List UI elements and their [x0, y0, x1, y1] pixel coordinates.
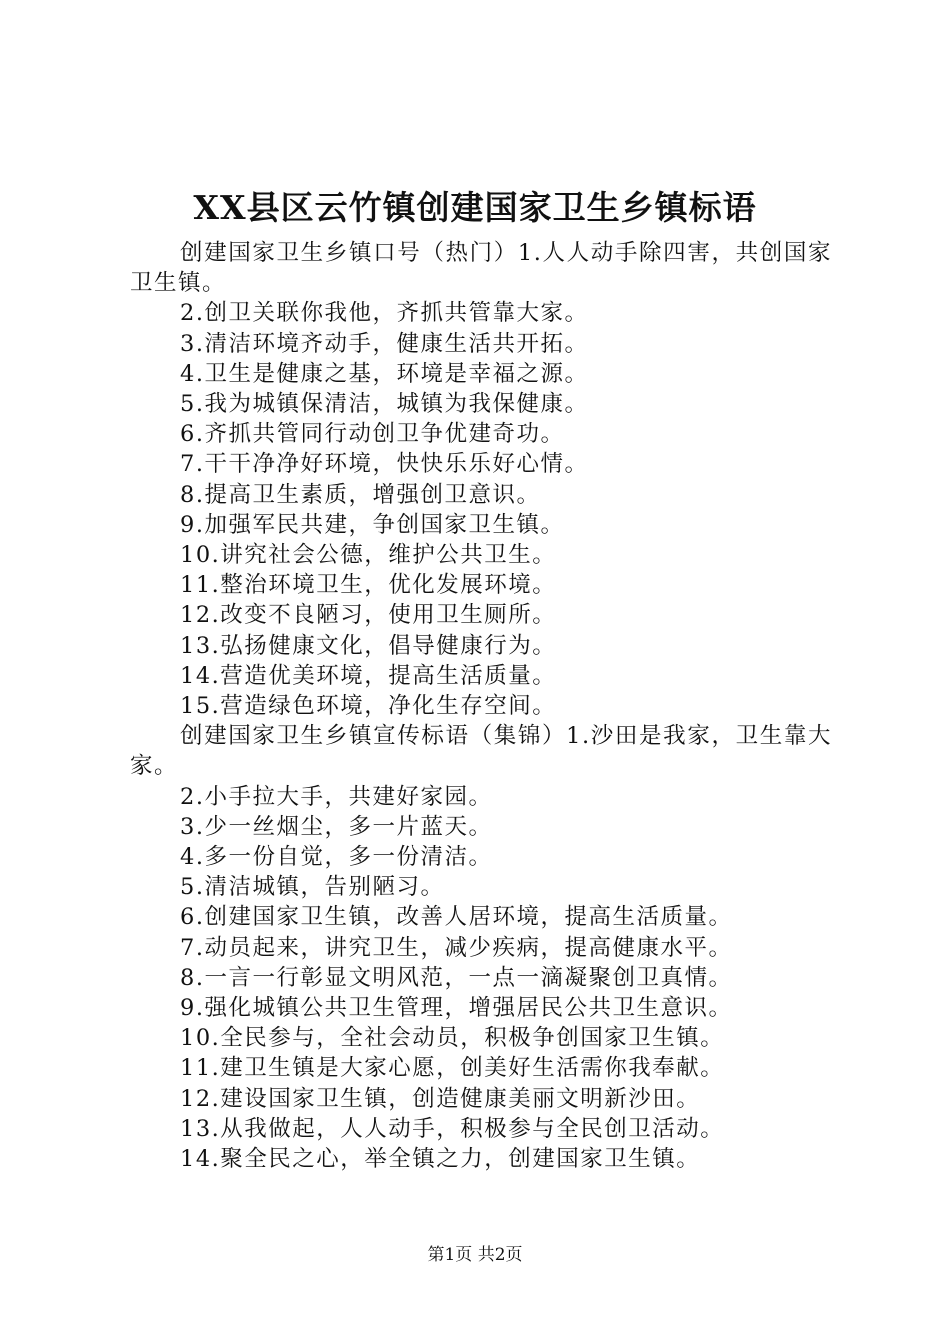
list-item: 10.讲究社会公德，维护公共卫生。	[180, 542, 557, 569]
list-item: 9.强化城镇公共卫生管理，增强居民公共卫生意识。	[180, 995, 733, 1022]
list-item: 13.从我做起，人人动手，积极参与全民创卫活动。	[180, 1115, 725, 1142]
list-item: 7.干干净净好环境，快快乐乐好心情。	[180, 451, 589, 478]
section2-list	[130, 782, 832, 1175]
page-footer: 第1页 共2页	[427, 1245, 523, 1265]
list-item: 4.卫生是健康之基，环境是幸福之源。	[180, 360, 589, 387]
list-item: 2.小手拉大手，共建好家园。	[180, 783, 493, 810]
section2-intro: 创建国家卫生乡镇宣传标语（集锦）1.沙田是我家，卫生靠大家。	[130, 723, 832, 780]
list-item: 9.加强军民共建，争创国家卫生镇。	[180, 511, 565, 538]
document-body	[130, 238, 832, 1174]
list-item: 2.创卫关联你我他，齐抓共管靠大家。	[180, 300, 589, 327]
list-item: 6.创建国家卫生镇，改善人居环境，提高生活质量。	[180, 904, 733, 931]
list-item: 4.多一份自觉，多一份清洁。	[180, 844, 493, 871]
document-title: XX县区云竹镇创建国家卫生乡镇标语	[193, 188, 757, 227]
list-item: 3.清洁环境齐动手，健康生活共开拓。	[180, 330, 589, 357]
list-item: 12.改变不良陋习，使用卫生厕所。	[180, 602, 557, 629]
list-item: 15.营造绿色环境，净化生存空间。	[180, 693, 557, 720]
list-item: 5.清洁城镇，告别陋习。	[180, 874, 445, 901]
list-item: 14.营造优美环境，提高生活质量。	[180, 662, 557, 689]
list-item: 3.少一丝烟尘，多一片蓝天。	[180, 813, 493, 840]
list-item: 8.一言一行彰显文明风范，一点一滴凝聚创卫真情。	[180, 964, 733, 991]
list-item: 12.建设国家卫生镇，创造健康美丽文明新沙田。	[180, 1085, 701, 1112]
section1-intro: 创建国家卫生乡镇口号（热门）1.人人动手除四害，共创国家卫生镇。	[130, 240, 832, 297]
list-item: 6.齐抓共管同行动创卫争优建奇功。	[180, 421, 565, 448]
list-item: 14.聚全民之心，举全镇之力，创建国家卫生镇。	[180, 1146, 701, 1173]
list-item: 8.提高卫生素质，增强创卫意识。	[180, 481, 541, 508]
list-item: 7.动员起来，讲究卫生，减少疾病，提高健康水平。	[180, 934, 733, 961]
list-item: 13.弘扬健康文化，倡导健康行为。	[180, 632, 557, 659]
section1-list	[130, 298, 832, 721]
list-item: 5.我为城镇保清洁，城镇为我保健康。	[180, 391, 589, 418]
list-item: 11.整治环境卫生，优化发展环境。	[180, 572, 557, 599]
list-item: 10.全民参与，全社会动员，积极争创国家卫生镇。	[180, 1025, 725, 1052]
list-item: 11.建卫生镇是大家心愿，创美好生活需你我奉献。	[180, 1055, 725, 1082]
